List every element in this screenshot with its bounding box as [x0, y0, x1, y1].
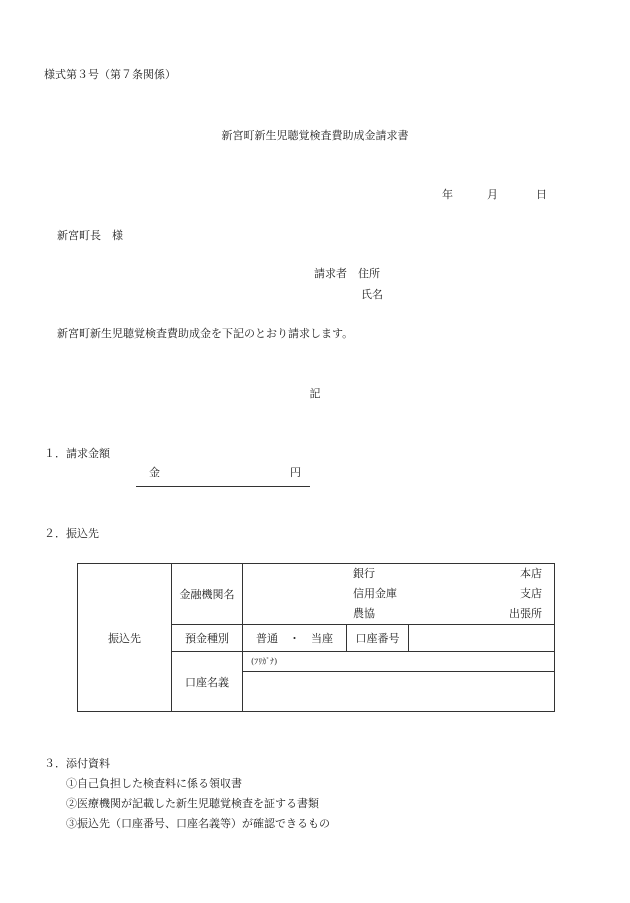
- account-name-field[interactable]: [243, 672, 555, 712]
- claimant-name-label: 氏名: [361, 288, 383, 301]
- attachment-item: ②医療機関が記載した新生児聴覚検査を証する書類: [66, 797, 319, 810]
- institution-label: 金融機関名: [172, 564, 243, 625]
- amount-kin-label: 金: [149, 466, 160, 479]
- amount-yen-label: 円: [290, 466, 301, 479]
- attachment-item: ①自己負担した検査料に係る領収書: [66, 777, 242, 790]
- request-statement: 新宮町新生児聴覚検査費助成金を下記のとおり請求します。: [57, 327, 354, 340]
- account-number-label: 口座番号: [347, 625, 409, 652]
- addressee: 新宮町長 様: [57, 229, 123, 242]
- ki-heading: 記: [309, 387, 321, 400]
- attachment-item: ③振込先（口座番号、口座名義等）が確認できるもの: [66, 817, 330, 830]
- bank-transfer-table: [77, 563, 555, 712]
- date-year-label: 年: [442, 188, 453, 201]
- claimant-label: 請求者: [314, 267, 347, 280]
- branch-type-main: 本店: [520, 567, 543, 580]
- deposit-type-options[interactable]: 普通 ・ 当座: [243, 625, 347, 652]
- furigana-field[interactable]: (ﾌﾘｶﾞﾅ): [243, 652, 555, 672]
- claimant-address-line: [314, 267, 380, 281]
- account-name-label: 口座名義: [172, 652, 243, 712]
- deposit-type-label: 預金種別: [172, 625, 243, 652]
- institution-type-options: [243, 564, 554, 624]
- section1-heading: １．請求金額: [44, 447, 110, 460]
- branch-type-branch: 支店: [520, 587, 543, 600]
- bank-type-bank: 銀行: [353, 567, 375, 580]
- bank-type-credit-union: 信用金庫: [353, 587, 397, 600]
- institution-field[interactable]: [243, 564, 555, 625]
- branch-type-sub: 出張所: [509, 607, 543, 620]
- form-number: 様式第３号（第７条関係）: [44, 68, 176, 81]
- date-day-label: 日: [536, 188, 547, 201]
- amount-field[interactable]: [136, 466, 310, 487]
- page-title: 新宮町新生児聴覚検査費助成金請求書: [221, 129, 409, 142]
- transfer-row-header: 振込先: [78, 564, 172, 712]
- section2-heading: ２．振込先: [44, 527, 99, 540]
- bank-type-agri-coop: 農協: [353, 607, 375, 620]
- account-number-field[interactable]: [409, 625, 555, 652]
- section3-heading: ３．添付資料: [44, 757, 110, 770]
- date-month-label: 月: [487, 188, 498, 201]
- claimant-address-label: 住所: [358, 267, 380, 280]
